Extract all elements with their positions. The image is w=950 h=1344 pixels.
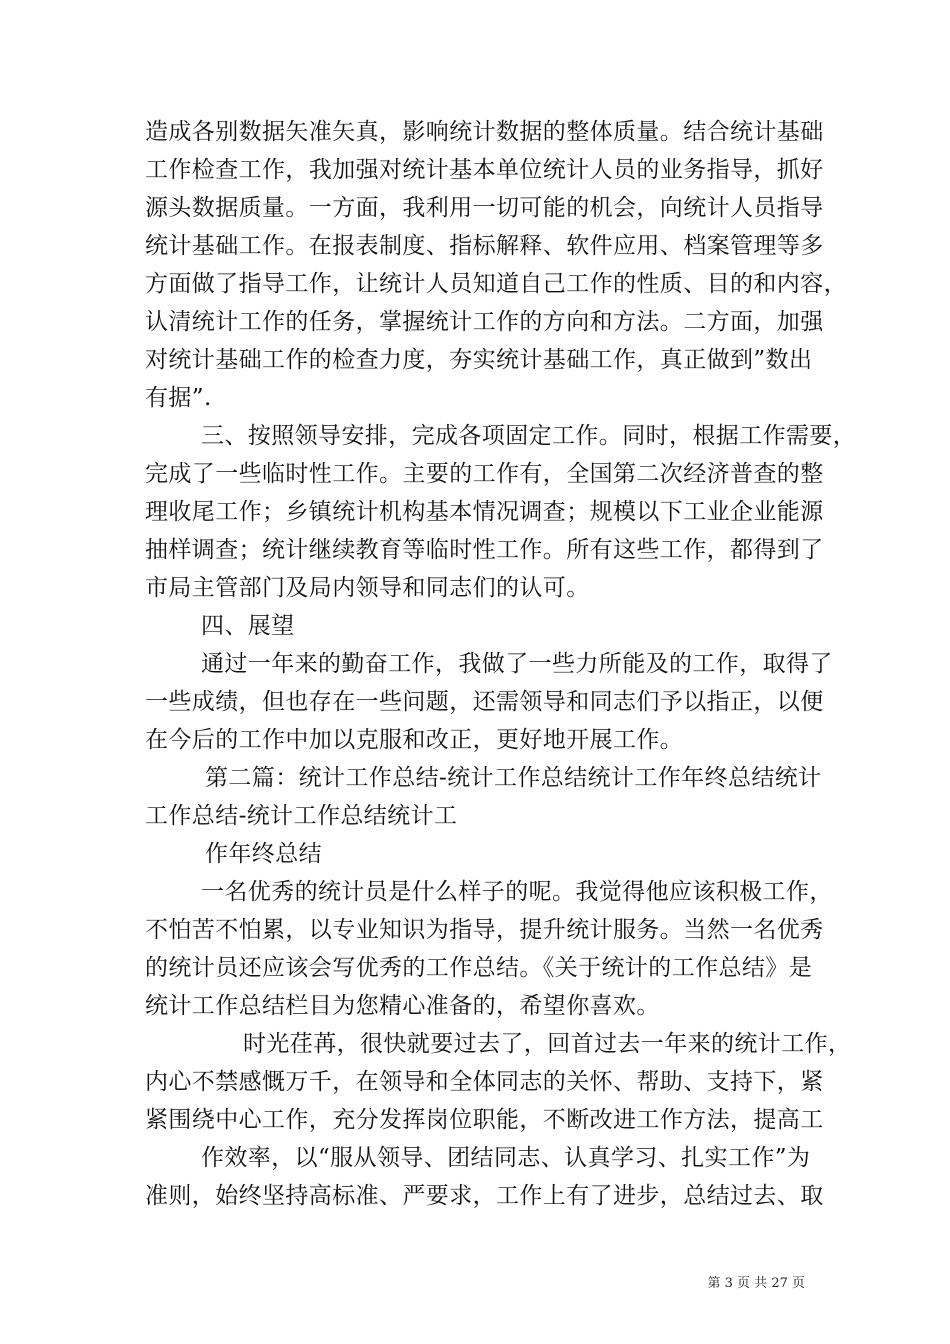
chapter-title: 第二篇：统计工作总结-统计工作总结统计工作年终总结统计 bbox=[205, 765, 822, 791]
text-line: 市局主管部门及局内领导和同志们的认可。 bbox=[145, 575, 590, 601]
text-line: 作年终总结 bbox=[205, 841, 322, 867]
page-number: 第 3 页 共 27 页 bbox=[707, 1276, 805, 1291]
text-line: 紧围绕中心工作，充分发挥岗位职能，不断改进工作方法，提高工 bbox=[145, 1107, 824, 1133]
text-line: 一些成绩，但也存在一些问题，还需领导和同志们予以指正，以便 bbox=[145, 689, 824, 715]
text-line: 准则，始终坚持高标准、严要求，工作上有了进步，总结过去、取 bbox=[145, 1183, 824, 1209]
text-line: 造成各别数据矢准矢真，影响统计数据的整体质量。结合统计基础 bbox=[145, 119, 824, 145]
text-line: 工作检查工作，我加强对统计基本单位统计人员的业务指导，抓好 bbox=[145, 157, 824, 183]
chapter-title: 工作总结-统计工作总结统计工 bbox=[145, 803, 458, 829]
text-line: 完成了一些临时性工作。主要的工作有，全国第二次经济普查的整 bbox=[145, 461, 824, 487]
text-line: 通过一年来的勤奋工作，我做了一些力所能及的工作，取得了 bbox=[201, 651, 833, 677]
text-line: 认清统计工作的任务，掌握统计工作的方向和方法。二方面，加强 bbox=[145, 309, 824, 335]
section-heading: 四、展望 bbox=[201, 613, 295, 639]
text-line: 的统计员还应该会写优秀的工作总结。《关于统计的工作总结》是 bbox=[145, 955, 813, 981]
text-line: 一名优秀的统计员是什么样子的呢。我觉得他应该积极工作， bbox=[201, 879, 833, 905]
text-line: 在今后的工作中加以克服和改正，更好地开展工作。 bbox=[145, 727, 684, 753]
text-line: 统计基础工作。在报表制度、指标解释、软件应用、档案管理等多 bbox=[145, 233, 824, 259]
text-line: 统计工作总结栏目为您精心准备的，希望你喜欢。 bbox=[145, 993, 660, 1019]
text-line: 不怕苦不怕累，以专业知识为指导，提升统计服务。当然一名优秀 bbox=[145, 917, 824, 943]
text-line: 源头数据质量。一方面，我利用一切可能的机会，向统计人员指导 bbox=[145, 195, 824, 221]
text-line: 作效率，以“服从领导、团结同志、认真学习、扎实工作”为 bbox=[201, 1145, 811, 1171]
text-line: 对统计基础工作的检查力度，夯实统计基础工作，真正做到”数出 bbox=[145, 347, 813, 373]
text-line: 有据”. bbox=[145, 385, 212, 411]
text-line: 内心不禁感慨万千，在领导和全体同志的关怀、帮助、支持下，紧 bbox=[145, 1069, 824, 1095]
text-line: 抽样调查；统计继续教育等临时性工作。所有这些工作，都得到了 bbox=[145, 537, 824, 563]
text-line: 方面做了指导工作，让统计人员知道自己工作的性质、目的和内容， bbox=[145, 271, 847, 297]
section-heading: 三、按照领导安排，完成各项固定工作。同时，根据工作需要， bbox=[201, 423, 857, 449]
text-line: 时光荏苒，很快就要过去了，回首过去一年来的统计工作， bbox=[243, 1031, 852, 1057]
text-line: 理收尾工作；乡镇统计机构基本情况调查；规模以下工业企业能源 bbox=[145, 499, 824, 525]
